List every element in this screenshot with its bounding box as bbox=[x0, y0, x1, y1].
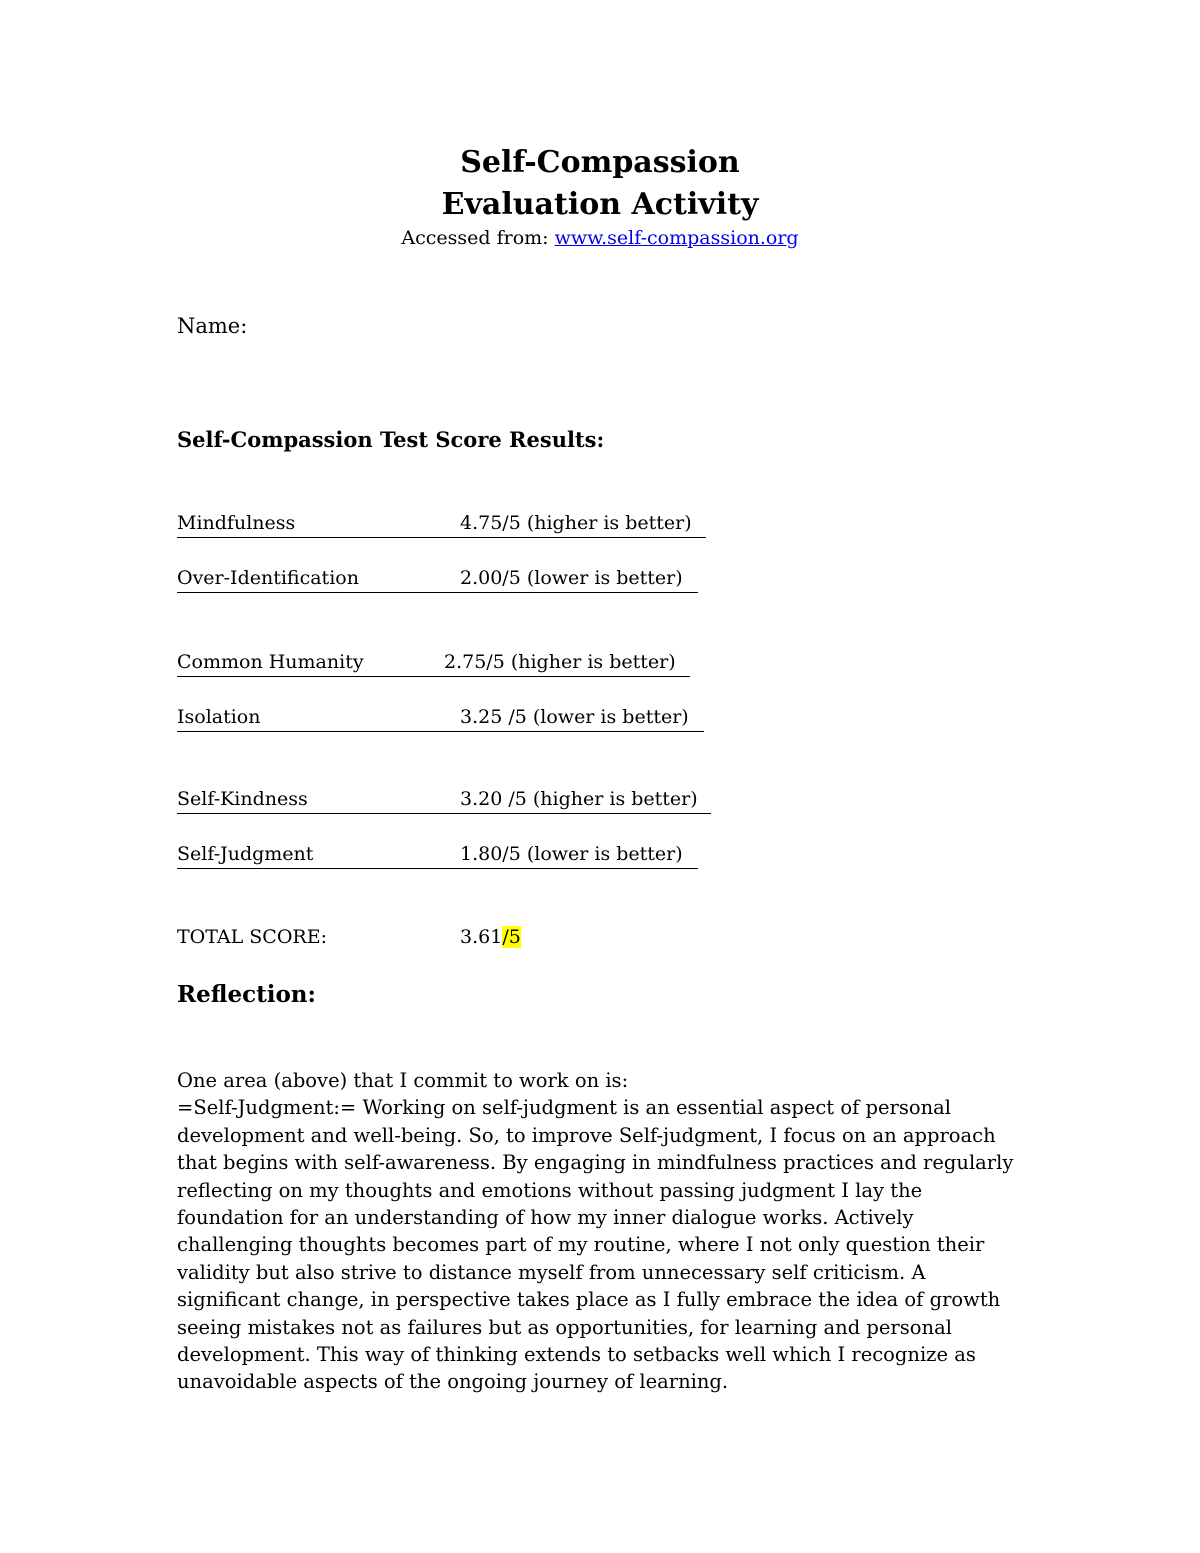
total-score-number: 3.61 bbox=[460, 926, 503, 948]
score-name: Self-Judgment bbox=[177, 843, 314, 865]
reflection-line: reflecting on my thoughts and emotions without passing judgment I lay the bbox=[177, 1178, 923, 1202]
score-row-common-humanity bbox=[177, 650, 690, 677]
document-title: Self-Compassion bbox=[460, 145, 740, 180]
total-score-label: TOTAL SCORE: bbox=[177, 926, 327, 948]
score-name: Isolation bbox=[177, 706, 261, 728]
reflection-heading: Reflection: bbox=[177, 981, 317, 1008]
score-row-self-kindness bbox=[177, 787, 711, 814]
score-value: 2.00/5 (lower is better) bbox=[460, 567, 683, 589]
score-value: 2.75/5 (higher is better) bbox=[444, 651, 676, 673]
source-prefix: Accessed from: bbox=[401, 227, 555, 249]
score-name: Common Humanity bbox=[177, 651, 364, 673]
score-name: Self-Kindness bbox=[177, 788, 308, 810]
score-row-over-identification bbox=[177, 566, 698, 593]
reflection-line: unavoidable aspects of the ongoing journey of learning. bbox=[177, 1370, 729, 1394]
score-row-isolation bbox=[177, 705, 704, 732]
source-link[interactable]: www.self-compassion.org bbox=[554, 227, 799, 249]
reflection-line: development and well-being. So, to improve Self-judgment, I focus on an approach bbox=[177, 1123, 996, 1147]
reflection-line: significant change, in perspective takes place as I fully embrace the idea of growth bbox=[177, 1288, 1001, 1312]
document-subtitle: Evaluation Activity bbox=[441, 187, 759, 222]
results-heading: Self-Compassion Test Score Results: bbox=[177, 427, 605, 452]
name-label: Name: bbox=[177, 314, 248, 338]
reflection-paragraph bbox=[177, 1067, 1037, 1396]
score-row-self-judgment bbox=[177, 842, 698, 869]
total-score-value bbox=[460, 925, 521, 949]
score-value: 3.25 /5 (lower is better) bbox=[460, 706, 689, 728]
reflection-line: validity but also strive to distance myself from unnecessary self criticism. A bbox=[177, 1260, 926, 1284]
reflection-line: development. This way of thinking extends to setbacks well which I recognize as bbox=[177, 1343, 976, 1367]
score-name: Mindfulness bbox=[177, 512, 296, 534]
source-line bbox=[0, 226, 1200, 250]
total-score-denominator: /5 bbox=[502, 926, 521, 948]
reflection-line: that begins with self-awareness. By engaging in mindfulness practices and regularly bbox=[177, 1151, 1014, 1175]
score-name: Over-Identification bbox=[177, 567, 359, 589]
score-row-mindfulness bbox=[177, 511, 706, 538]
score-value: 3.20 /5 (higher is better) bbox=[460, 788, 698, 810]
reflection-line: =Self-Judgment:= Working on self-judgment is an essential aspect of personal bbox=[177, 1096, 952, 1120]
score-value: 1.80/5 (lower is better) bbox=[460, 843, 683, 865]
reflection-line: challenging thoughts becomes part of my routine, where I not only question their bbox=[177, 1233, 985, 1257]
total-score-row bbox=[177, 925, 521, 949]
reflection-line: foundation for an understanding of how my inner dialogue works. Actively bbox=[177, 1206, 914, 1230]
reflection-line: One area (above) that I commit to work on is: bbox=[177, 1069, 629, 1092]
score-value: 4.75/5 (higher is better) bbox=[460, 512, 692, 534]
reflection-line: seeing mistakes not as failures but as opportunities, for learning and personal bbox=[177, 1315, 952, 1339]
